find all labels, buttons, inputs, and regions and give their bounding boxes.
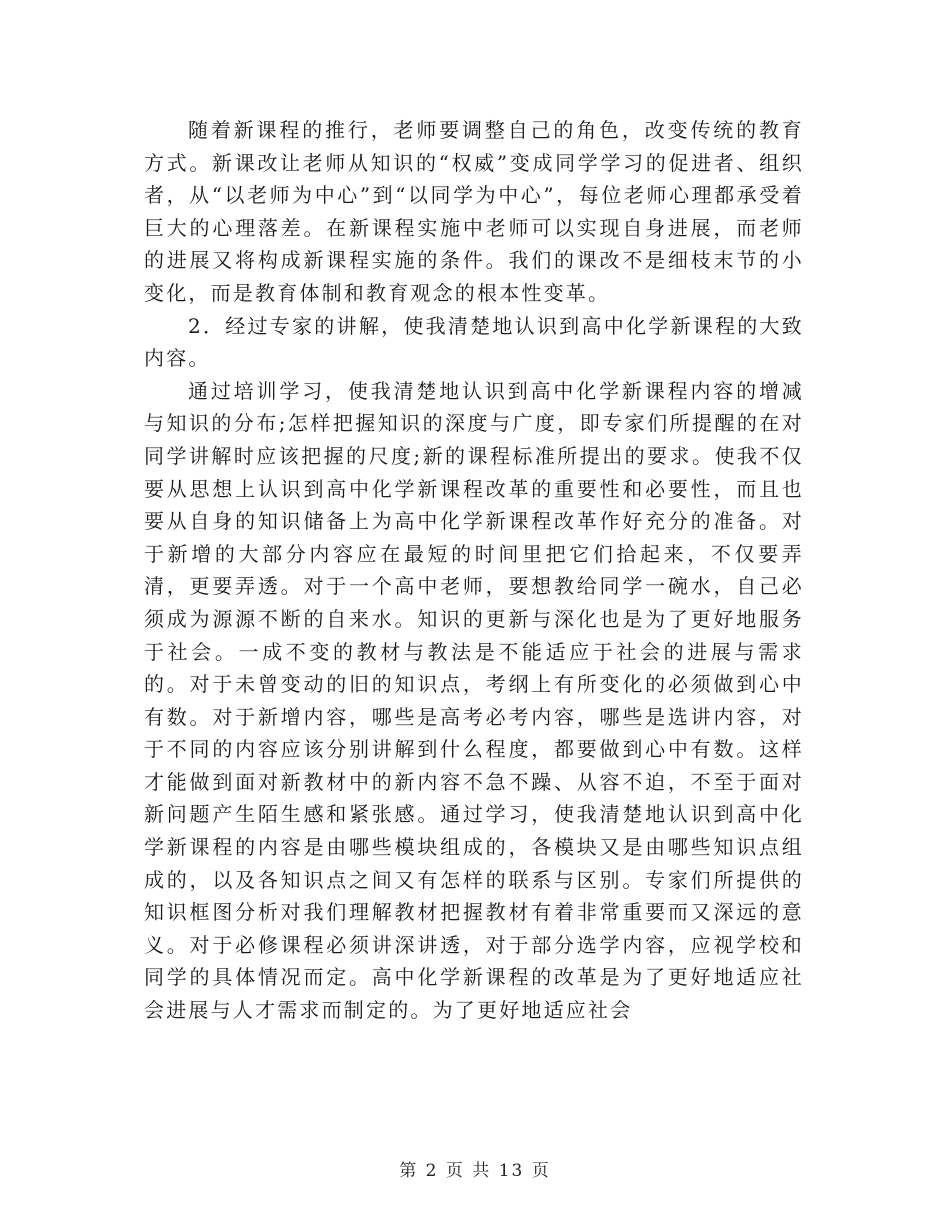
- page-number-footer: 第 2 页 共 13 页: [399, 1161, 551, 1181]
- paragraph-role-change: 随着新课程的推行，老师要调整自己的角色，改变传统的教育方式。新课改让老师从知识的“权威”变成同学学习的促进者、组织者，从“以老师为中心”到“以同学为中心”，每位老师心理都承受着巨大的心理落差。在新课程实施中老师可以实现自身进展，而老师的进展又将构成新课程实施的条件。我们的课改不是细枝末节的小变化，而是教育体制和教育观念的根本性变革。: [144, 118, 804, 305]
- paragraph-point-2: 2．经过专家的讲解，使我清楚地认识到高中化学新课程的大致内容。: [144, 313, 804, 371]
- paragraph-training-learning: 通过培训学习，使我清楚地认识到高中化学新课程内容的增减与知识的分布;怎样把握知识的深度与广度，即专家们所提醒的在对同学讲解时应该把握的尺度;新的课程标准所提出的要求。使我不仅要从思想上认识到高中化学新课程改革的重要性和必要性，而且也要从自身的知识储备上为高中化学新课程改革作好充分的准备。对于新增的大部分内容应在最短的时间里把它们拾起来，不仅要弄清，更要弄透。对于一个高中老师，要想教给同学一碗水，自己必须成为源源不断的自来水。知识的更新与深化也是为了更好地服务于社会。一成不变的教材与教法是不能适应于社会的进展与需求的。对于未曾变动的旧的知识点，考纲上有所变化的必须做到心中有数。对于新增内容，哪些是高考必考内容，哪些是选讲内容，对于不同的内容应该分别讲解到什么程度，都要做到心中有数。这样才能做到面对新教材中的新内容不急不躁、从容不迫，不至于面对新问题产生陌生感和紧张感。通过学习，使我清楚地认识到高中化学新课程的内容是由哪些模块组成的，各模块又是由哪些知识点组成的，以及各知识点之间又有怎样的联系与区别。专家们所提供的知识框图分析对我们理解教材把握教材有着非常重要而又深远的意义。对于必修课程必须讲深讲透，对于部分选学内容，应视学校和同学的具体情况而定。高中化学新课程的改革是为了更好地适应社会进展与人才需求而制定的。为了更好地适应社会: [144, 378, 804, 1023]
- document-body: [144, 114, 804, 1027]
